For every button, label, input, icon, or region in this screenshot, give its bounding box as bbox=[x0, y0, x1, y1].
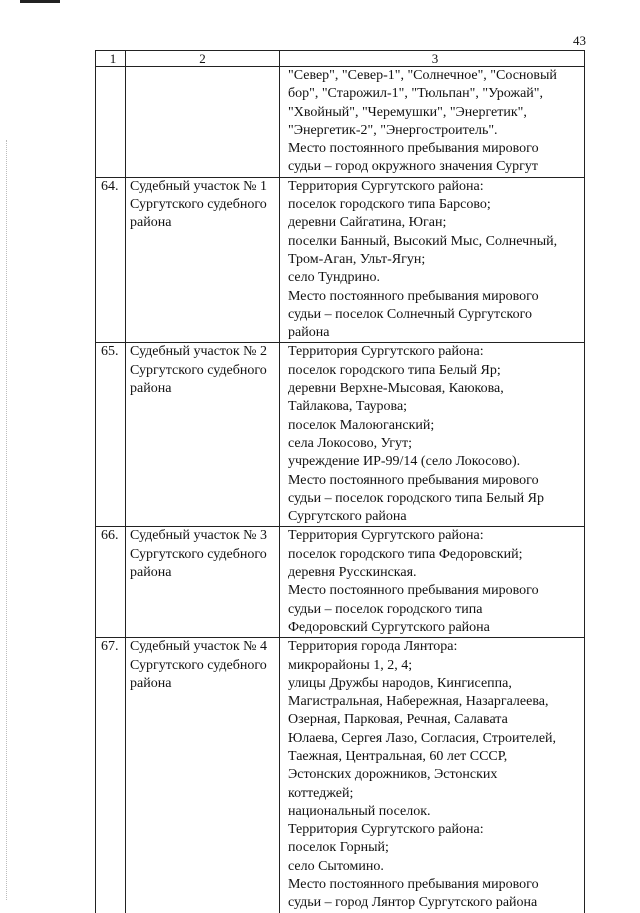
territory-line: Озерная, Парковая, Речная, Салавата bbox=[288, 712, 508, 728]
row-number: 64. bbox=[96, 177, 126, 343]
territory-line: улицы Дружбы народов, Кингисеппа, bbox=[288, 675, 512, 691]
territory-line: микрорайоны 1, 2, 4; bbox=[288, 657, 413, 673]
territory-line: поселок Горный; bbox=[288, 840, 389, 856]
territory-line: Территория Сургутского района: bbox=[288, 822, 484, 838]
table-body bbox=[96, 67, 585, 913]
territory-line: Территория Сургутского района: bbox=[288, 528, 484, 544]
territory-line: Место постоянного пребывания мирового bbox=[288, 288, 539, 304]
territory-line: деревни Верхне-Мысовая, Каюкова, bbox=[288, 381, 504, 397]
territory-line: района bbox=[288, 325, 330, 341]
table-row bbox=[96, 67, 585, 178]
territory-line: Тайлакова, Таурова; bbox=[288, 399, 408, 415]
territory-line: Территория Сургутского района: bbox=[288, 178, 484, 194]
court-name-line: Сургутского судебного bbox=[130, 197, 267, 213]
table-header-row bbox=[96, 51, 585, 67]
territory-line: судьи – город Лянтор Сургутского района bbox=[288, 895, 538, 911]
row-number: 66. bbox=[96, 527, 126, 638]
territory-line: коттеджей; bbox=[288, 785, 354, 801]
territory-line: поселки Банный, Высокий Мыс, Солнечный, bbox=[288, 233, 558, 249]
court-name-line: района bbox=[130, 215, 172, 231]
territory-line: Тром-Аган, Ульт-Ягун; bbox=[288, 251, 426, 267]
territory-line: село Сытомино. bbox=[288, 858, 384, 874]
territory-description bbox=[280, 177, 585, 343]
territory-line: "Энергетик-2", "Энергостроитель". bbox=[288, 122, 498, 138]
territory-description bbox=[280, 638, 585, 913]
row-number bbox=[96, 67, 126, 178]
territory-line: села Локосово, Угут; bbox=[288, 435, 413, 451]
column-header-3: 3 bbox=[280, 51, 585, 67]
territory-line: поселок городского типа Барсово; bbox=[288, 197, 491, 213]
territory-line: судьи – город окружного значения Сургут bbox=[288, 159, 538, 175]
territory-line: Сургутского района bbox=[288, 509, 407, 525]
territory-line: село Тундрино. bbox=[288, 270, 381, 286]
scan-edge-marks bbox=[6, 140, 8, 900]
court-name-line: Судебный участок № 2 bbox=[130, 344, 268, 360]
territory-line: судьи – поселок Солнечный Сургутского bbox=[288, 306, 533, 322]
court-name-line: Сургутского судебного bbox=[130, 362, 267, 378]
court-name-line: района bbox=[130, 675, 172, 691]
court-name-line: района bbox=[130, 565, 172, 581]
table-row bbox=[96, 638, 585, 913]
court-name-line: района bbox=[130, 381, 172, 397]
court-name-line: Сургутского судебного bbox=[130, 546, 267, 562]
territory-description bbox=[280, 527, 585, 638]
territory-line: Место постоянного пребывания мирового bbox=[288, 583, 539, 599]
territory-line: Место постоянного пребывания мирового bbox=[288, 141, 539, 157]
territory-line: Магистральная, Набережная, Назаргалеева, bbox=[288, 694, 549, 710]
territory-line: Место постоянного пребывания мирового bbox=[288, 877, 539, 893]
territory-line: "Хвойный", "Черемушки", "Энергетик", bbox=[288, 104, 527, 120]
territory-line: "Север", "Север-1", "Солнечное", "Сосновый bbox=[288, 68, 557, 83]
court-name-line: Судебный участок № 4 bbox=[130, 639, 268, 655]
court-name-line: Судебный участок № 1 bbox=[130, 178, 268, 194]
territory-line: поселок Малоюганский; bbox=[288, 417, 435, 433]
territory-line: Таежная, Центральная, 60 лет СССР, bbox=[288, 748, 508, 764]
territory-line: поселок городского типа Белый Яр; bbox=[288, 362, 501, 378]
court-district-name bbox=[126, 67, 280, 178]
scan-top-mark bbox=[20, 0, 60, 3]
territory-line: судьи – поселок городского типа bbox=[288, 601, 483, 617]
territory-line: Территория города Лянтора: bbox=[288, 639, 458, 655]
column-header-1: 1 bbox=[96, 51, 126, 67]
table-row bbox=[96, 177, 585, 343]
territory-line: деревня Русскинская. bbox=[288, 565, 417, 581]
territory-line: судьи – поселок городского типа Белый Яр bbox=[288, 490, 544, 506]
territory-line: учреждение ИР-99/14 (село Локосово). bbox=[288, 454, 521, 470]
row-number: 67. bbox=[96, 638, 126, 913]
territory-line: Юлаева, Сергея Лазо, Согласия, Строителей, bbox=[288, 730, 557, 746]
territory-line: Место постоянного пребывания мирового bbox=[288, 472, 539, 488]
column-header-2: 2 bbox=[126, 51, 280, 67]
row-number: 65. bbox=[96, 343, 126, 527]
court-district-name bbox=[126, 527, 280, 638]
territory-line: Территория Сургутского района: bbox=[288, 344, 484, 360]
territory-line: деревни Сайгатина, Юган; bbox=[288, 215, 447, 231]
court-name-line: Сургутского судебного bbox=[130, 657, 267, 673]
territory-line: Федоровский Сургутского района bbox=[288, 619, 490, 635]
page-number: 43 bbox=[573, 33, 586, 48]
table-row bbox=[96, 527, 585, 638]
territory-line: национальный поселок. bbox=[288, 803, 431, 819]
territory-description bbox=[280, 343, 585, 527]
territory-line: Эстонских дорожников, Эстонских bbox=[288, 767, 498, 783]
territory-description bbox=[280, 67, 585, 178]
table-row bbox=[96, 343, 585, 527]
territory-line: поселок городского типа Федоровский; bbox=[288, 546, 523, 562]
court-district-name bbox=[126, 638, 280, 913]
court-districts-table bbox=[95, 50, 585, 913]
court-name-line: Судебный участок № 3 bbox=[130, 528, 268, 544]
territory-line: бор", "Старожил-1", "Тюльпан", "Урожай", bbox=[288, 86, 543, 102]
court-district-name bbox=[126, 177, 280, 343]
court-district-name bbox=[126, 343, 280, 527]
